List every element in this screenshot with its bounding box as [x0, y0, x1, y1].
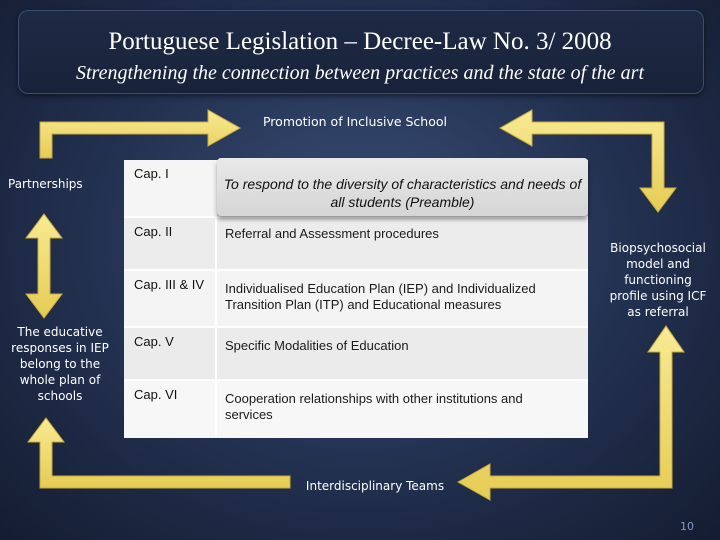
page-number: 10	[680, 520, 694, 533]
arrow-left-vertical	[26, 214, 62, 318]
interdisciplinary-label: Interdisciplinary Teams	[305, 479, 445, 493]
description-cell: Individualised Education Plan (IEP) and Individualized Transition Plan (ITP) and Educational measures	[225, 281, 536, 312]
chapter-cell: Cap. V	[124, 328, 217, 379]
chapter-cell: Cap. III & IV	[124, 271, 217, 326]
chapter-cell: Cap. I	[124, 160, 217, 216]
description-cell: Specific Modalities of Education	[225, 338, 409, 353]
slide-title: Portuguese Legislation – Decree-Law No. 3/ 2008	[108, 28, 612, 55]
arrow-top-left	[40, 110, 240, 158]
description-cell: Cooperation relationships with other institutions and services	[225, 391, 523, 422]
table-row	[124, 379, 588, 438]
biopsychosocial-label: Biopsychosocial model and functioning profile using ICF as referral	[609, 241, 707, 319]
educational-responses-label: The educative responses in IEP belong to the whole plan of schools	[11, 325, 109, 403]
description-cell: Referral and Assessment procedures	[225, 226, 439, 241]
slide-subtitle: Strengthening the connection between practices and the state of the art	[75, 62, 645, 84]
promotion-label: Promotion of Inclusive School	[262, 114, 447, 129]
table-row	[124, 326, 588, 379]
table-row	[124, 216, 588, 269]
chapter-cell: Cap. VI	[124, 381, 217, 438]
table-row	[124, 269, 588, 326]
chapter-cell: Cap. II	[124, 218, 217, 269]
preamble-box: To respond to the diversity of characteristics and needs of all students (Preamble)	[217, 158, 588, 216]
partnerships-label: Partnerships	[8, 177, 83, 191]
